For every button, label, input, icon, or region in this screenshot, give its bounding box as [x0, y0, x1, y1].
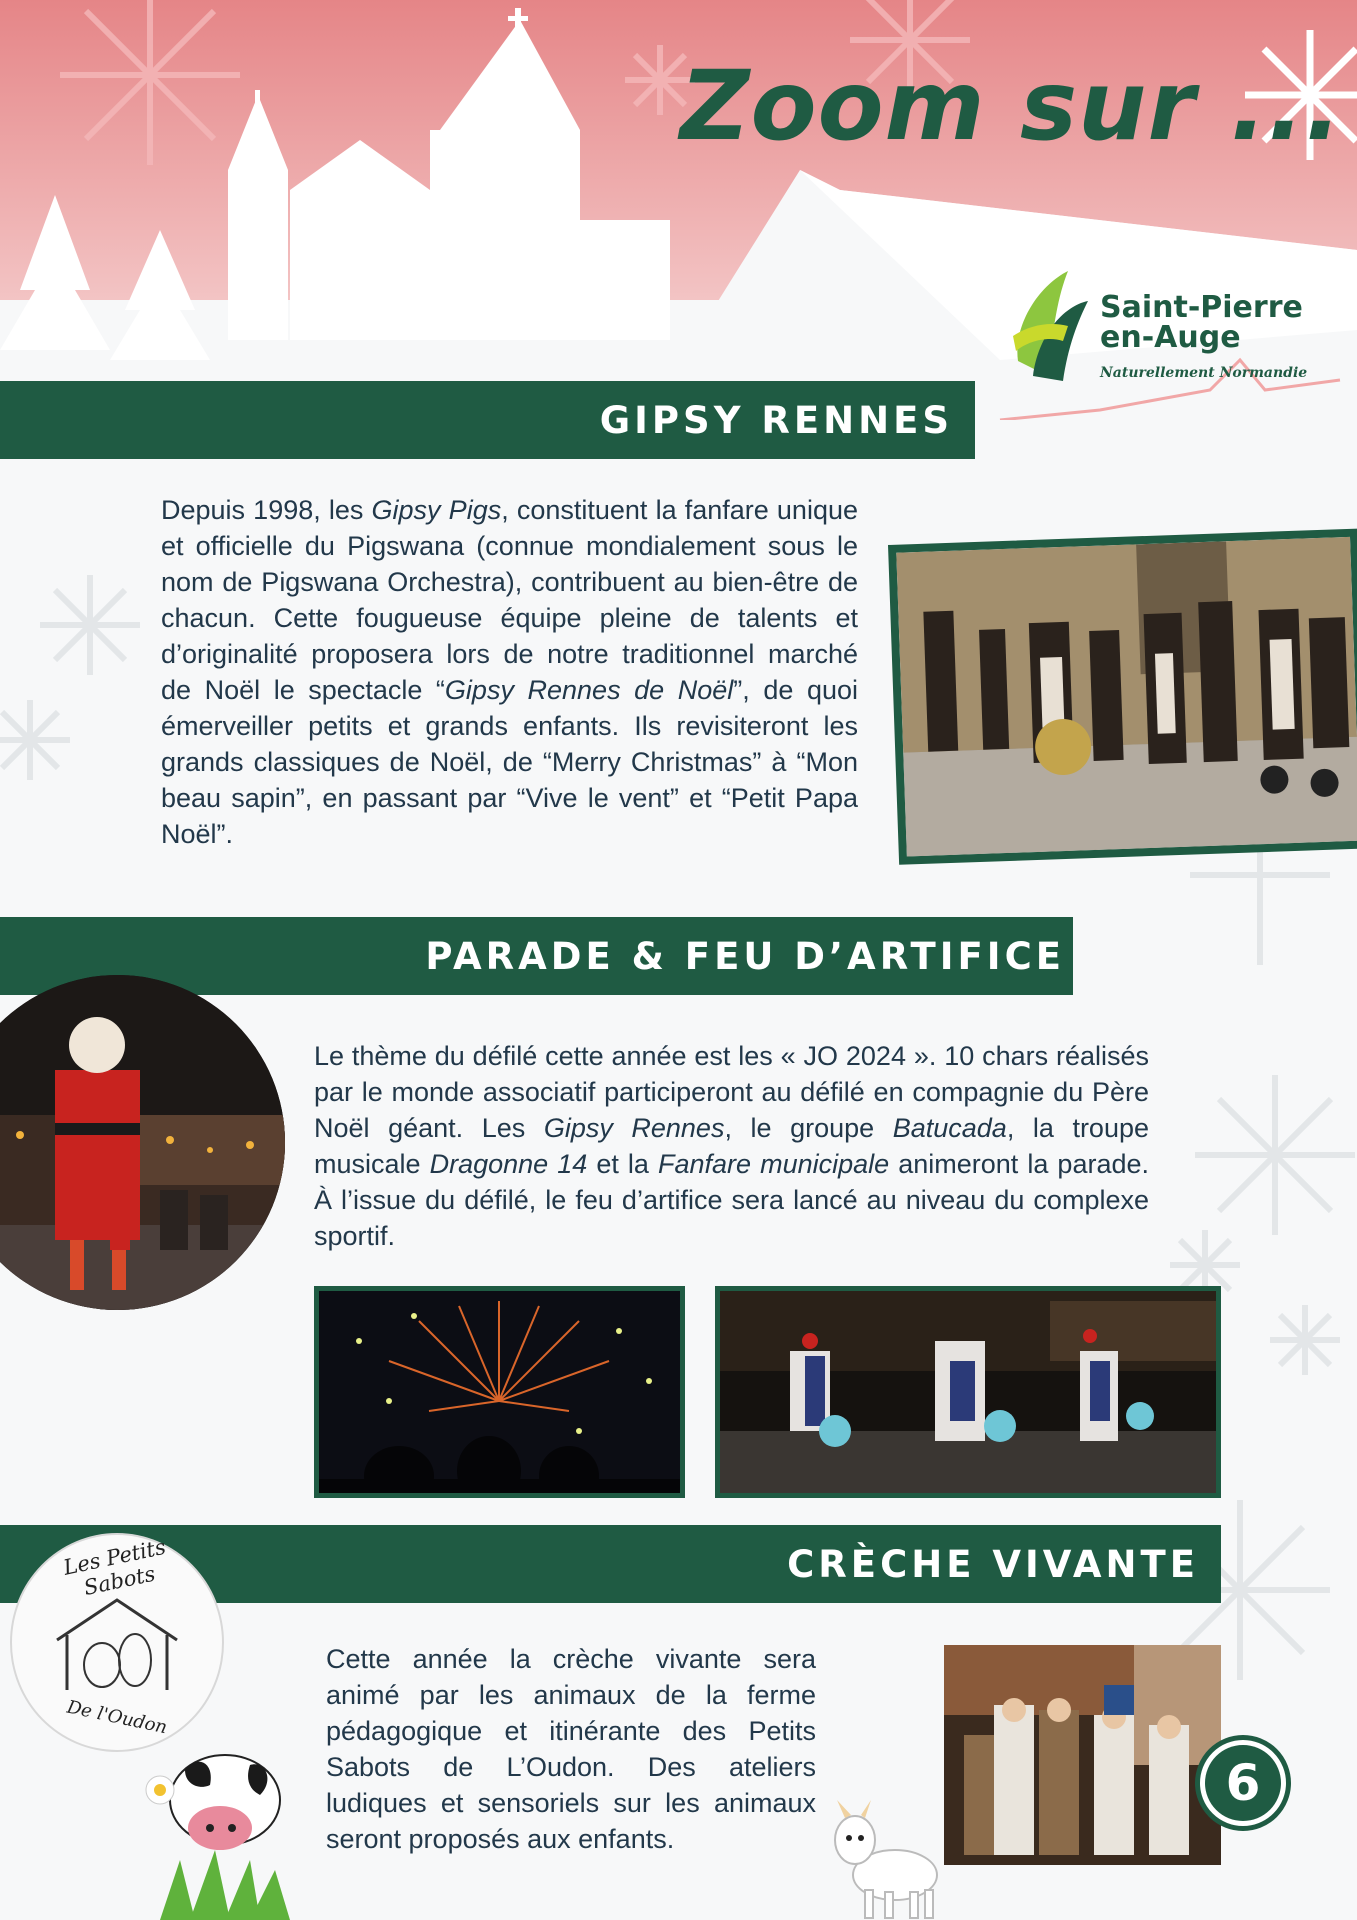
parade-paragraph	[314, 1038, 1149, 1254]
gipsy-text-2: , constituent la fanfare unique et officielle du Pigswana (connue mondialement sous le nom de Pigswana Orchestra), contribuent au bien-être de chacun. Cette fougueuse équipe pleine de talents et d’originalité proposera lors de notre traditionnel marché de Noël le spectacle “	[161, 495, 858, 705]
logo-line2: en-Auge	[1100, 320, 1241, 355]
parade-text-1: Le thème du défilé cette année est les « JO 2024 ». 10 chars réalisés par le monde associatif participeront au défilé en compagnie du Père Noël géant. Les	[314, 1041, 1149, 1143]
gipsy-band-photo	[888, 529, 1357, 865]
saint-pierre-logo	[1008, 262, 1308, 392]
barn-animals-icon	[47, 1590, 187, 1700]
gipsy-text-em-1: Gipsy Pigs	[371, 495, 502, 525]
page-title: Zoom sur ...	[680, 50, 1343, 162]
heading-creche-text: CRÈCHE VIVANTE	[787, 1542, 1199, 1586]
goat-illustration-icon	[825, 1790, 955, 1920]
gipsy-paragraph	[161, 492, 858, 852]
gipsy-text-em-2: Gipsy Rennes de Noël	[444, 675, 734, 705]
gipsy-text-1: Depuis 1998, les	[161, 495, 372, 525]
parade-em-4: Fanfare municipale	[658, 1149, 890, 1179]
logo-tagline: Naturellement Normandie	[1100, 365, 1308, 381]
petits-sabots-badge	[10, 1533, 224, 1752]
parade-text-5: animeront la parade. À l’issue du défilé, le feu d’artifice sera lancé au niveau du complexe sportif.	[314, 1149, 1150, 1251]
parade-em-2: Batucada	[892, 1113, 1007, 1143]
fireworks-photo	[314, 1286, 685, 1498]
page-number: 6	[1225, 1754, 1261, 1812]
creche-paragraph: Cette année la crèche vivante sera animé par les animaux de la ferme pédagogique et itinérante des Petits Sabots de L’Oudon. Des ateliers ludiques et sensoriels sur les animaux seront proposés aux enfants.	[326, 1644, 816, 1854]
badge-bottom-text: De l'Oudon	[65, 1696, 169, 1739]
parade-text-4: et la	[587, 1149, 658, 1179]
gipsy-text-3: ”, de quoi émerveiller petits et grands enfants. Ils revisiteront les grands classiques de Noël, de “Merry Christmas” à “Mon beau sapin”, en passant par “Vive le vent” et “Petit Papa Noël”.	[161, 675, 858, 849]
heading-gipsy-rennes	[0, 381, 975, 459]
cow-illustration-icon	[140, 1740, 310, 1920]
logo-line1: Saint-Pierre	[1100, 290, 1303, 325]
drummers-parade-photo	[715, 1286, 1221, 1498]
heading-parade-text: PARADE & FEU D’ARTIFICE	[425, 934, 1065, 978]
nativity-photo	[944, 1645, 1221, 1865]
parade-em-3: Dragonne 14	[429, 1149, 588, 1179]
badge-top-text: Les Petits Sabots	[61, 1534, 168, 1600]
heading-gipsy-rennes-text: GIPSY RENNES	[599, 398, 953, 442]
parade-text-2: , le groupe	[724, 1113, 893, 1143]
logo-emblem-icon	[1008, 266, 1093, 386]
page-number-badge	[1195, 1735, 1291, 1831]
parade-em-1: Gipsy Rennes	[543, 1113, 725, 1143]
parade-text-3: , la troupe musicale	[314, 1113, 1149, 1179]
